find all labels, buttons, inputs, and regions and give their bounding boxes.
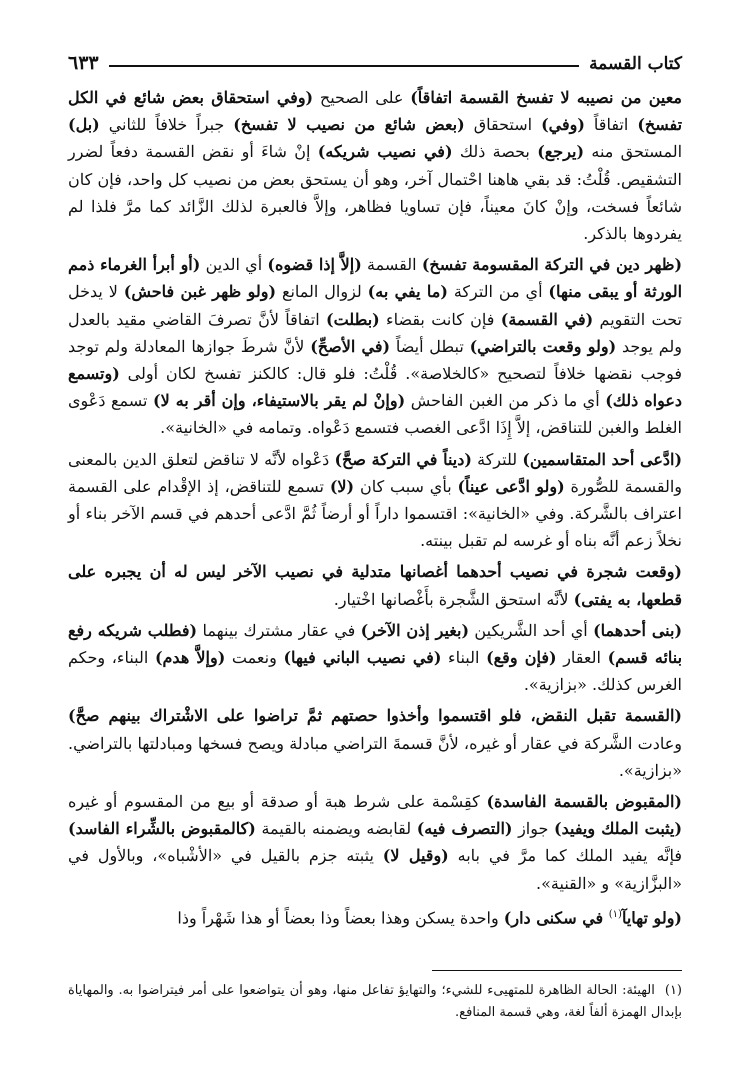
paragraph-3 <box>68 446 682 555</box>
text-span: جبراً خلافاً للثاني <box>99 115 234 135</box>
text-span: للتركة <box>471 449 523 469</box>
text-span: البناء <box>441 648 487 668</box>
text-span: اتفاقاً <box>584 115 638 135</box>
text-span: وعادت الشَّركة في عقار أو غيره، لأنَّ قسمةَ التراضي مبادلة ويصح فسخها ومبادلتها بالتراضي. «بزازية». <box>68 733 682 780</box>
text-span: فإن كانت بقضاء <box>379 309 501 329</box>
paragraph-1 <box>68 84 682 247</box>
text-span: أي أحد الشَّريكين <box>469 620 594 640</box>
text-span: (يثبت الملك ويفيد) <box>554 819 683 839</box>
text-span: معين من نصيبه لا تفسخ القسمة اتفاقاً) <box>410 88 682 107</box>
text-span: أي ما ذكر من الغبن الفاحش <box>405 391 606 411</box>
text-span: (ظهر دين في التركة المقسومة تفسخ) <box>421 255 683 275</box>
text-span: العقار <box>556 648 608 668</box>
footnote <box>68 980 682 1024</box>
paragraph-8 <box>68 901 682 932</box>
page-header <box>68 44 682 74</box>
paragraph-6 <box>68 702 682 784</box>
text-span: بحصة ذلك <box>452 142 538 162</box>
text-span: (وإنْ لم يقر بالاستيفاء، وإن أقر به لا) <box>153 391 406 411</box>
text-span: (كالمقبوض بالشِّراء الفاسد) <box>68 819 256 839</box>
text-span: (وفي) <box>541 115 585 135</box>
text-span: (لا) <box>329 476 355 496</box>
text-span: (التصرف فيه) <box>416 819 513 839</box>
text-span: دَعْواه لأنَّه لا تناقض لتعلق الدين بالمعنى والقسمة للصُّورة <box>68 449 683 496</box>
text-span: (وفي استحقاق بعض شائع في الكل تفسخ) <box>68 88 683 135</box>
text-span: (المقبوض بالقسمة الفاسدة) <box>486 792 683 812</box>
text-span: (يرجع) <box>537 142 585 162</box>
text-span: (في القسمة) <box>500 309 594 329</box>
text-span: (ولو ظهر غبن فاحش) <box>123 282 277 302</box>
text-span: (بل) <box>68 115 100 135</box>
text-span: (وقعت شجرة في نصيب أحدهما أغصانها متدلية في نصيب الآخر ليس له أن يجبره على قطعها، به يفتى) <box>68 562 682 609</box>
text-span: (بغير إذن الآخر) <box>360 620 470 640</box>
text-span: (في نصيب الباني فيها) <box>283 648 442 668</box>
text-span: (فطلب شريكه رفع بنائه قسم) <box>68 620 683 668</box>
text-span: (بنى أحدهما) <box>593 620 683 640</box>
footnote-text: الهيئة: الحالة الظاهرة للمتهيىء للشيء؛ والتهايؤ تفاعل منها، وهو أن يتواضعوا على أمر فيتراضوا به. والمهاياة بإبدال الهمزة ألفاً لغة، وهي قسمة المنافع. <box>68 983 682 1020</box>
text-span: (فإن وقع) <box>486 648 557 668</box>
text-span: (ولو ادَّعى عيناً) <box>457 476 565 496</box>
text-span: (ديناً في التركة صحَّ) <box>334 449 472 469</box>
text-span: (أو أبرأ الغرماء ذمم الورثة أو يبقى منها) <box>68 255 683 302</box>
text-span: (بعض شائع من نصيب لا تفسخ) <box>233 115 465 135</box>
paragraph-5 <box>68 617 682 699</box>
text-span: بأي سبب كان <box>354 476 458 496</box>
text-span: لأنَّه استحق الشَّجرة بأَغْصانها اخْتيار. <box>333 589 574 609</box>
text-span: يثبته جزم بالقيل في «الأشْباه»، وبالأول في «البزَّازية» و «القنية». <box>68 846 682 893</box>
text-span: (ما يفي به) <box>367 282 448 302</box>
text-span: كقِسْمة على شرط هبة أو صدقة أو بيع من المقسوم أو غيره <box>68 792 487 812</box>
text-span: على الصحيح <box>313 88 411 107</box>
text-span: جواز <box>512 819 555 839</box>
text-span: (القسمة تقبل النقض، فلو اقتسموا وأخذوا حصتهم ثمَّ تراضوا على الاشْتراك بينهم صحَّ) <box>68 706 682 726</box>
paragraph-4 <box>68 558 682 612</box>
text-span: أي الدين <box>200 255 268 275</box>
text-span: اتفاقاً لأنَّ تصرفَ القاضي مقيد بالعدل ولم يوجد <box>68 309 683 356</box>
text-span: (وإلاَّ هدم) <box>154 648 226 668</box>
text-span: القسمة <box>361 255 422 275</box>
text-span: (ادَّعى أحد المتقاسمين) <box>522 449 683 469</box>
paragraph-2 <box>68 251 682 441</box>
text-span: استحقاق <box>464 115 542 135</box>
text-span: (ولو وقعت بالتراضي) <box>469 336 617 356</box>
text-span: (وتسمع دعواه ذلك) <box>68 364 683 411</box>
text-span: البناء، وحكم الغرس كذلك. «بزازية». <box>68 648 682 695</box>
text-span: فإنَّه يفيد الملك كما مرَّ في بابه <box>448 846 683 866</box>
text-span: (إلاَّ إذا قضوه) <box>267 255 362 275</box>
text-span: أي من التركة <box>447 282 549 302</box>
text-span: في عقار مشترك بينهما <box>197 620 361 640</box>
text-span: (وقيل لا) <box>382 846 449 866</box>
text-span: في سكنى دار) <box>503 908 609 928</box>
text-span: لأنَّ شرطَ جوازها المعادلة ولم توجد فوجب نقضها خلافاً لتصحيح «كالخلاصة». قُلْتُ: فلو قال: كالكنز تفسخ لكان أولى <box>68 336 682 384</box>
text-span: المستحق منه <box>584 142 683 162</box>
text-span: (في نصيب شريكه) <box>317 142 453 162</box>
text-span: ونعمت <box>225 648 284 668</box>
text-span: (ولو تهايآ <box>621 908 682 928</box>
text-span: لا يدخل تحت التقويم <box>68 282 682 329</box>
text-span: (بطلت) <box>326 309 380 329</box>
text-span: تبطل أيضاً <box>390 336 470 356</box>
footnote-number: (١) <box>664 983 682 998</box>
main-text <box>68 84 682 956</box>
text-span: تسمع للتناقض، إذ الإقْدام على القسمة اعتراف بالشَّركة. وفي «الخانية»: اقتسموا داراً أو أرضاً ثُمَّ ادَّعى أحدهم في قسم الآخر بناء أو نخلاً زعم أنَّه بناه أو غرسه لم تقبل بينته. <box>68 476 682 551</box>
book-title: كتاب القسمة <box>589 54 682 74</box>
footnote-marker: (١) <box>608 908 622 920</box>
text-span: تسمع دَعْوى الغلط والغبن للتناقض، إلاَّ إِذَا ادَّعى الغصب فتسمع دَعْواه. وتمامه في «الخانية». <box>68 391 682 438</box>
text-span: لقابضه ويضمنه بالقيمة <box>255 819 417 839</box>
paragraph-7 <box>68 788 682 897</box>
page-number: ٦٣٣ <box>68 52 99 74</box>
header-rule <box>109 65 579 67</box>
text-span: (في الأصحِّ) <box>310 336 391 356</box>
text-span: واحدة يسكن وهذا بعضاً وذا بعضاً أو هذا شَهْراً وذا <box>177 908 504 928</box>
footnote-divider <box>432 970 682 971</box>
text-span: إنْ شاءَ أو نقض القسمة دفعاً لضرر التشقيص. قُلْتُ: قد بقي هاهنا احْتمال آخر، وهو أن يستحق بعض من نصيب كل واحد، فإن كان شائعاً فسخت، وإنْ كانَ معيناً، فإن تساويا فظاهر، وإلاَّ فالعبرة لذلك الزَّائد كما مرَّ فلذا لم يفردوها بالذكر. <box>68 142 682 244</box>
text-span: لزوال المانع <box>276 282 368 302</box>
